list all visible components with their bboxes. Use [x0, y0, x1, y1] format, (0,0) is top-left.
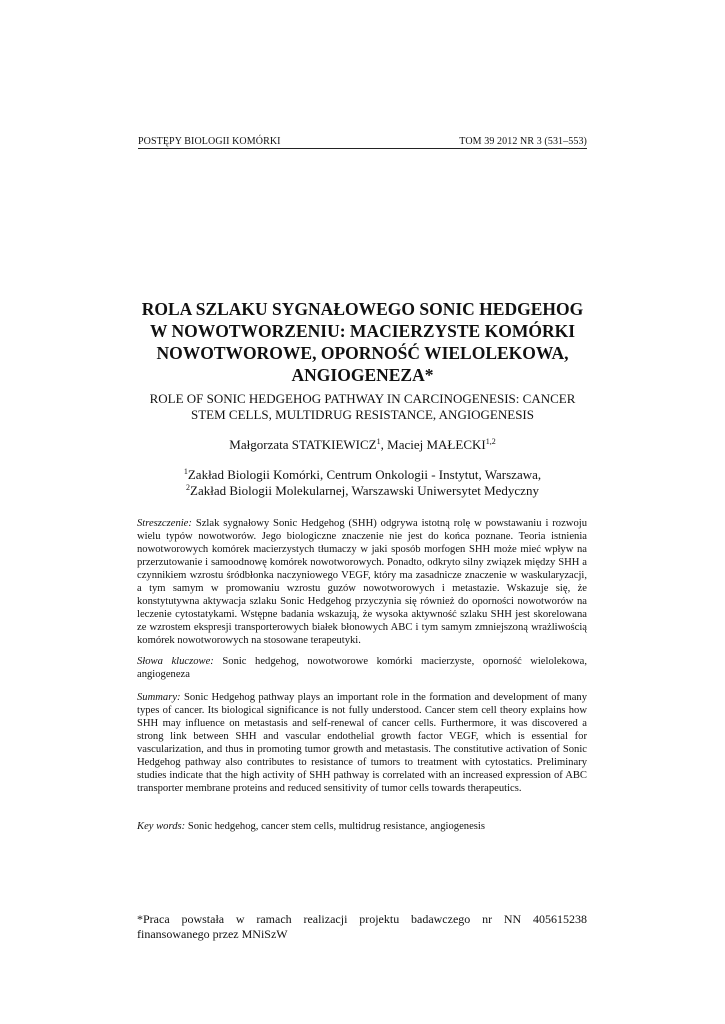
- title-pl-line: ANGIOGENEZA*: [291, 365, 434, 385]
- affiliation-number: 2: [186, 483, 191, 492]
- running-header: [138, 136, 587, 149]
- title-polish: [100, 298, 625, 386]
- author-affiliation-mark: 1: [376, 437, 381, 446]
- summary-label: Summary:: [137, 692, 181, 703]
- keywords-label: Słowa kluczowe:: [137, 656, 214, 667]
- summary-text: Sonic Hedgehog pathway plays an important role in the formation and development of many types of cancer. Its biological significance is not fully understood. Cancer stem cell theory explains how SHH may influence on metastasis and self-renewal of cancer cells. Furthermore, it was discovered a strong link between SHH and vascular endothelial growth factor VEGF, which is essential for vascularization, and thus in promoting tumor growth and metastasis. The constitutive activation of Sonic Hedgehog pathway also contributes to resistance of tumors to treatment with cytostatics. Preliminary studies indicate that the high activity of SHH pathway is correlated with an increased expression of ABC transporter membrane proteins and reduced sensitivity of tumor cells towards therapeutics.: [137, 692, 587, 795]
- footnote-line: *Praca powstała w ramach realizacji projektu badawczego nr NN 405615238: [137, 912, 587, 926]
- author-name: Maciej MAŁECKI: [387, 437, 486, 452]
- keywords-text: Sonic hedgehog, cancer stem cells, multidrug resistance, angiogenesis: [187, 821, 485, 832]
- affiliation-text: Zakład Biologii Komórki, Centrum Onkologii - Instytut, Warszawa,: [187, 467, 542, 482]
- footnote: [137, 912, 587, 942]
- affiliation-text: Zakład Biologii Molekularnej, Warszawski Uniwersytet Medyczny: [190, 483, 539, 498]
- keywords-english: [137, 820, 587, 833]
- footnote-line: finansowanego przez MNiSzW: [137, 927, 288, 941]
- author-list: [100, 437, 625, 453]
- title-pl-line: ROLA SZLAKU SYGNAŁOWEGO SONIC HEDGEHOG: [141, 299, 584, 319]
- author-separator: ,: [380, 437, 388, 452]
- volume-info: TOM 39 2012 NR 3 (531–553): [459, 136, 587, 147]
- title-pl-line: NOWOTWOROWE, OPORNOŚĆ WIELOLEKOWA,: [156, 343, 569, 363]
- abstract-text: Szlak sygnałowy Sonic Hedgehog (SHH) odgrywa istotną rolę w powstawaniu i rozwoju wielu typów nowotworów. Jego biologiczne znaczenie nie jest do końca poznane. Teoria istnienia nowotworowych komórek macierzystych tłumaczy w jaki sposób morfogen SHH może mieć wpływ na przerzutowanie i samoodnowę komórek nowotworowych. Ponadto, odkryto silny związek między SHH a czynnikiem wzrostu śródbłonka naczyniowego VEGF, który ma zasadnicze znaczenie w waskularyzacji, a tym samym w promowaniu wzrostu guzów nowotworowych i metastazie. Wskazuje się, że konstytutywna aktywacja szlaku Sonic Hedgehog przyczynia się również do oporności nowotworów na leczenie cytostatykami. Wstępne badania wskazują, że wysoka aktywność szlaku SHH jest skorelowana ze wzrostem ekspresji transporterowych białek błonowych ABC i tym samym zmniejszoną wrażliwością komórek nowotworowych na stosowane terapeutyki.: [137, 518, 587, 647]
- journal-name: POSTĘPY BIOLOGII KOMÓRKI: [138, 136, 281, 147]
- abstract-polish: [137, 517, 587, 647]
- affiliation-line: [100, 483, 625, 499]
- keywords-label: Key words:: [137, 821, 186, 832]
- affiliation-number: 1: [183, 467, 188, 476]
- title-pl-line: W NOWOTWORZENIU: MACIERZYSTE KOMÓRKI: [149, 321, 576, 341]
- keywords-polish: [137, 655, 587, 681]
- author-affiliation-mark: 1,2: [485, 437, 496, 446]
- title-en-line: ROLE OF SONIC HEDGEHOG PATHWAY IN CARCINOGENESIS: CANCER: [149, 391, 576, 406]
- title-english: [100, 391, 625, 423]
- affiliation-line: [100, 467, 625, 483]
- summary-english: [137, 691, 587, 795]
- abstract-label: Streszczenie:: [137, 518, 192, 529]
- affiliation-list: [100, 467, 625, 499]
- author-name: Małgorzata STATKIEWICZ: [229, 437, 377, 452]
- keywords-text: Sonic hedgehog, nowotworowe komórki macierzyste, oporność wielolekowa, angiogeneza: [137, 656, 587, 681]
- title-en-line: STEM CELLS, MULTIDRUG RESISTANCE, ANGIOGENESIS: [191, 407, 534, 422]
